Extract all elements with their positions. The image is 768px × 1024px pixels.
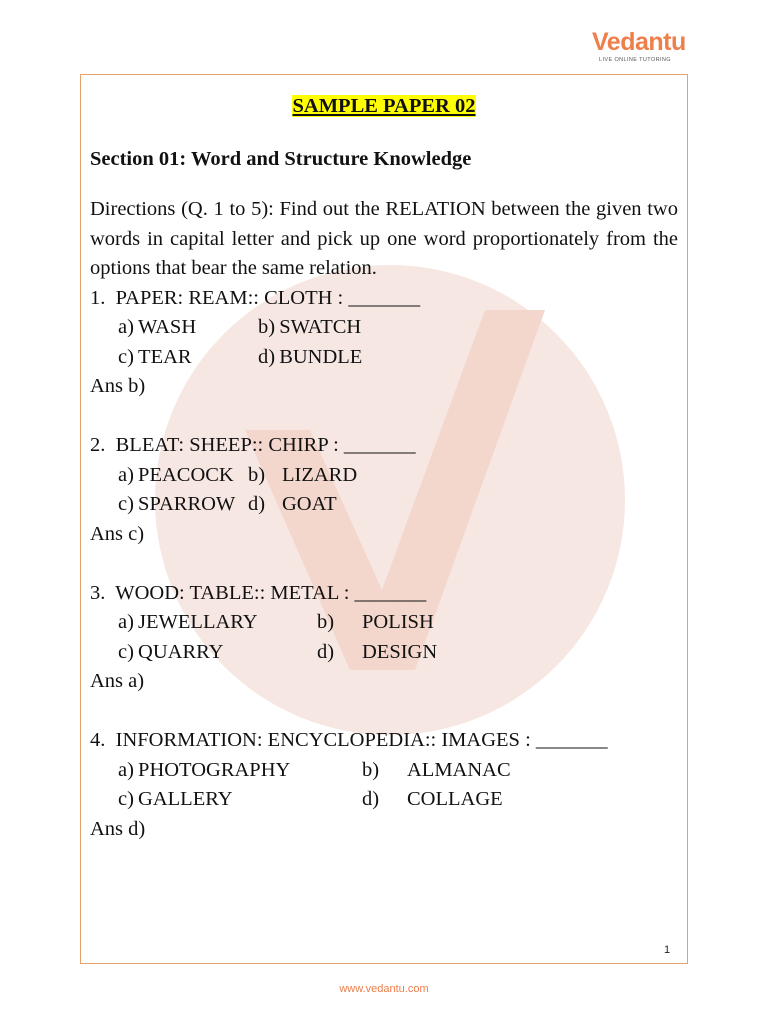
answer-text: Ans d) [90,817,146,840]
page-title: SAMPLE PAPER 02 [292,95,476,117]
option-b: b) ALMANAC [362,758,511,781]
question-3 [90,579,678,697]
option-row [118,313,678,343]
option-d: d) COLLAGE [362,788,503,810]
vedantu-logo [592,28,686,64]
option-d: d) GOAT [248,493,337,515]
footer-url[interactable] [0,983,768,995]
question-4 [90,726,678,844]
spacer [90,402,678,432]
option-b: b) LIZARD [248,463,358,486]
option-c: c) SPARROW [118,493,236,515]
option-a: a) JEWELLARY [118,611,258,633]
option-row [118,343,678,373]
title-row [90,92,678,122]
option-d: d) BUNDLE [258,345,363,368]
option-b: b) POLISH [317,611,434,633]
option-a: a) PHOTOGRAPHY [118,758,291,781]
question-2 [90,431,678,549]
option-c: c) GALLERY [118,788,233,810]
option-row [118,461,678,491]
spacer [90,697,678,727]
option-row [118,608,678,638]
option-row [118,638,678,668]
answer-text: Ans c) [90,522,145,545]
answer-text: Ans b) [90,375,146,397]
option-c: c) TEAR [118,345,192,368]
option-c: c) QUARRY [118,640,224,663]
option-d: d) DESIGN [317,640,438,663]
option-b: b) SWATCH [258,316,362,338]
question-1 [90,284,678,402]
logo-tagline: LIVE ONLINE TUTORING [599,57,671,63]
logo-wordmark: Vedantu [592,28,686,56]
question-text: 4. INFORMATION: ENCYCLOPEDIA:: IMAGES : _______ [90,729,608,751]
option-row [118,490,678,520]
question-text: 3. WOOD: TABLE:: METAL : _______ [90,581,427,604]
document-body [90,92,678,844]
answer-text: Ans a) [90,670,145,692]
directions-text: Directions (Q. 1 to 5): Find out the RELATION between the given two words in capital letter and pick up one word proportionately from the options that bear the same relation. [90,198,678,279]
question-text: 1. PAPER: REAM:: CLOTH : _______ [90,286,421,309]
option-a: a) WASH [118,316,197,338]
question-text: 2. BLEAT: SHEEP:: CHIRP : _______ [90,434,416,456]
footer-link[interactable]: www.vedantu.com [339,983,429,995]
section-heading: Section 01: Word and Structure Knowledge [90,147,472,170]
spacer [90,549,678,579]
option-row [118,785,678,815]
option-a: a) PEACOCK [118,463,234,486]
page-number: 1 [664,944,671,956]
option-row [118,756,678,786]
